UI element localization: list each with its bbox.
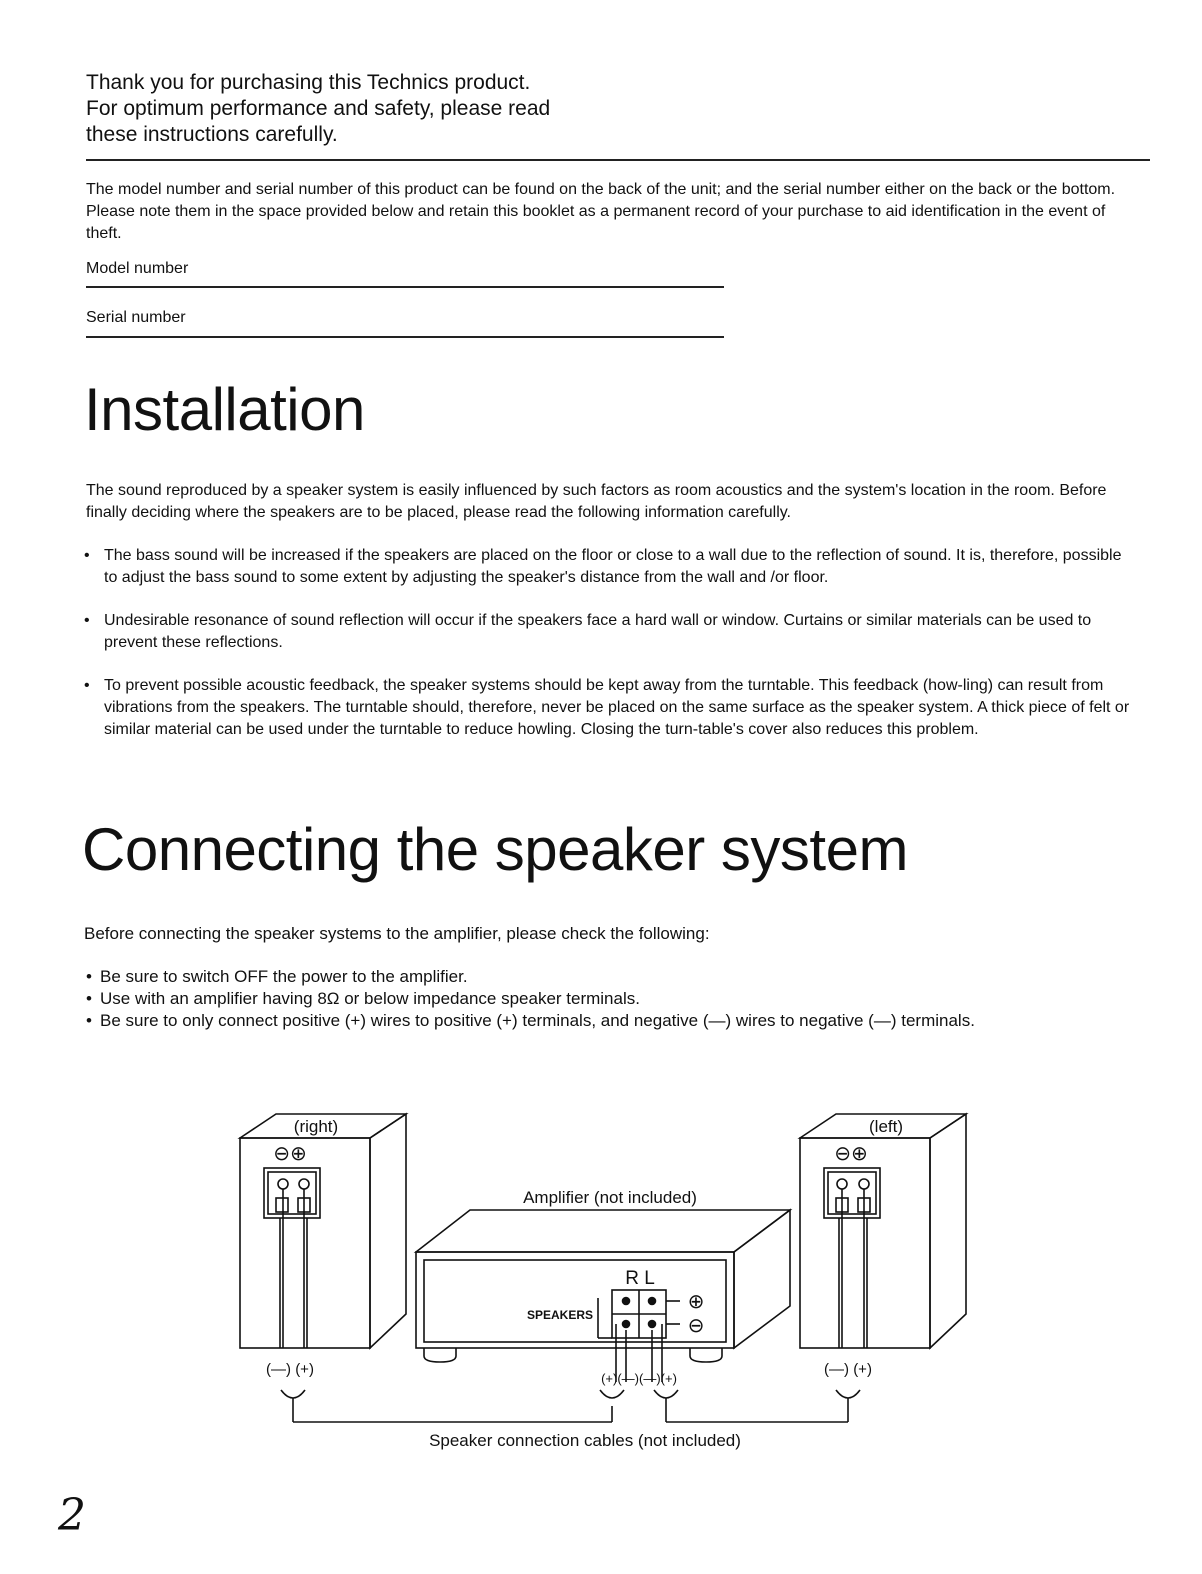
list-item: • To prevent possible acoustic feedback, the speaker systems should be kept away from the turntable. This feedback (how-ling) can result from vibrations from the speakers. The turntable should, therefore, never be placed on the same surface as the speaker system. A thick piece of felt or similar material can be used under the turntable to reduce howling. Closing the turn-table's cover also reduces this problem. bbox=[84, 675, 1130, 741]
installation-heading: Installation bbox=[84, 376, 365, 443]
right-speaker-label: (right) bbox=[293, 1117, 339, 1136]
amplifier bbox=[416, 1210, 790, 1382]
minus-symbol: ⊖ bbox=[687, 1315, 705, 1337]
plus-symbol: ⊕ bbox=[687, 1291, 705, 1313]
left-speaker-label: (left) bbox=[869, 1117, 903, 1136]
page-number: 2 bbox=[58, 1490, 86, 1541]
speakers-label: SPEAKERS bbox=[526, 1308, 594, 1322]
intro-line: these instructions carefully. bbox=[86, 123, 338, 146]
list-item: • Undesirable resonance of sound reflection will occur if the speakers face a hard wall or window. Curtains or similar materials can be used to prevent these reflections. bbox=[84, 610, 1130, 654]
serial-number-label: Serial number bbox=[86, 309, 186, 326]
left-polarity-label: (—) (+) bbox=[824, 1361, 872, 1378]
rl-label: R L bbox=[625, 1268, 655, 1289]
amp-polarity-label: (+)(—)(—)(+) bbox=[601, 1371, 677, 1386]
installation-intro: The sound reproduced by a speaker system is easily influenced by such factors as room acoustics and the system's location in the room. Before finally deciding where the speakers are to be placed, please read the following information carefully. bbox=[86, 482, 1107, 521]
left-terminal-symbols: ⊖⊕ bbox=[834, 1143, 868, 1165]
intro-line: For optimum performance and safety, please read bbox=[86, 97, 551, 120]
connecting-heading: Connecting the speaker system bbox=[82, 816, 908, 883]
intro-line: Thank you for purchasing this Technics product. bbox=[86, 71, 531, 94]
left-speaker bbox=[800, 1114, 966, 1348]
list-item: • Use with an amplifier having 8Ω or below impedance speaker terminals. bbox=[86, 988, 1006, 1010]
connecting-intro: Before connecting the speaker systems to the amplifier, please check the following: bbox=[84, 924, 710, 943]
model-number-label: Model number bbox=[86, 260, 189, 277]
list-item: • Be sure to switch OFF the power to the amplifier. bbox=[86, 966, 1006, 988]
right-polarity-label: (—) (+) bbox=[266, 1361, 314, 1378]
right-terminal-block bbox=[264, 1168, 320, 1218]
record-paragraph: The model number and serial number of this product can be found on the back of the unit; and the serial number either on the back or the bottom. Please note them in the space provided below and retain this booklet as a permanent record of your purchase to aid identification in the event of theft. bbox=[86, 181, 1116, 242]
list-item: • Be sure to only connect positive (+) wires to positive (+) terminals, and negative (—) wires to negative (—) terminals. bbox=[86, 1010, 1006, 1032]
right-terminal-symbols: ⊖⊕ bbox=[273, 1143, 307, 1165]
speaker-cables bbox=[281, 1390, 860, 1422]
right-speaker bbox=[240, 1114, 406, 1348]
left-terminal-block bbox=[824, 1168, 880, 1218]
cables-label: Speaker connection cables (not included) bbox=[429, 1431, 741, 1450]
amplifier-label: Amplifier (not included) bbox=[523, 1188, 697, 1207]
list-item: • The bass sound will be increased if the speakers are placed on the floor or close to a wall due to the reflection of sound. It is, therefore, possible to adjust the bass sound to some extent by adjusting the speaker's distance from the wall and /or floor. bbox=[84, 545, 1130, 589]
